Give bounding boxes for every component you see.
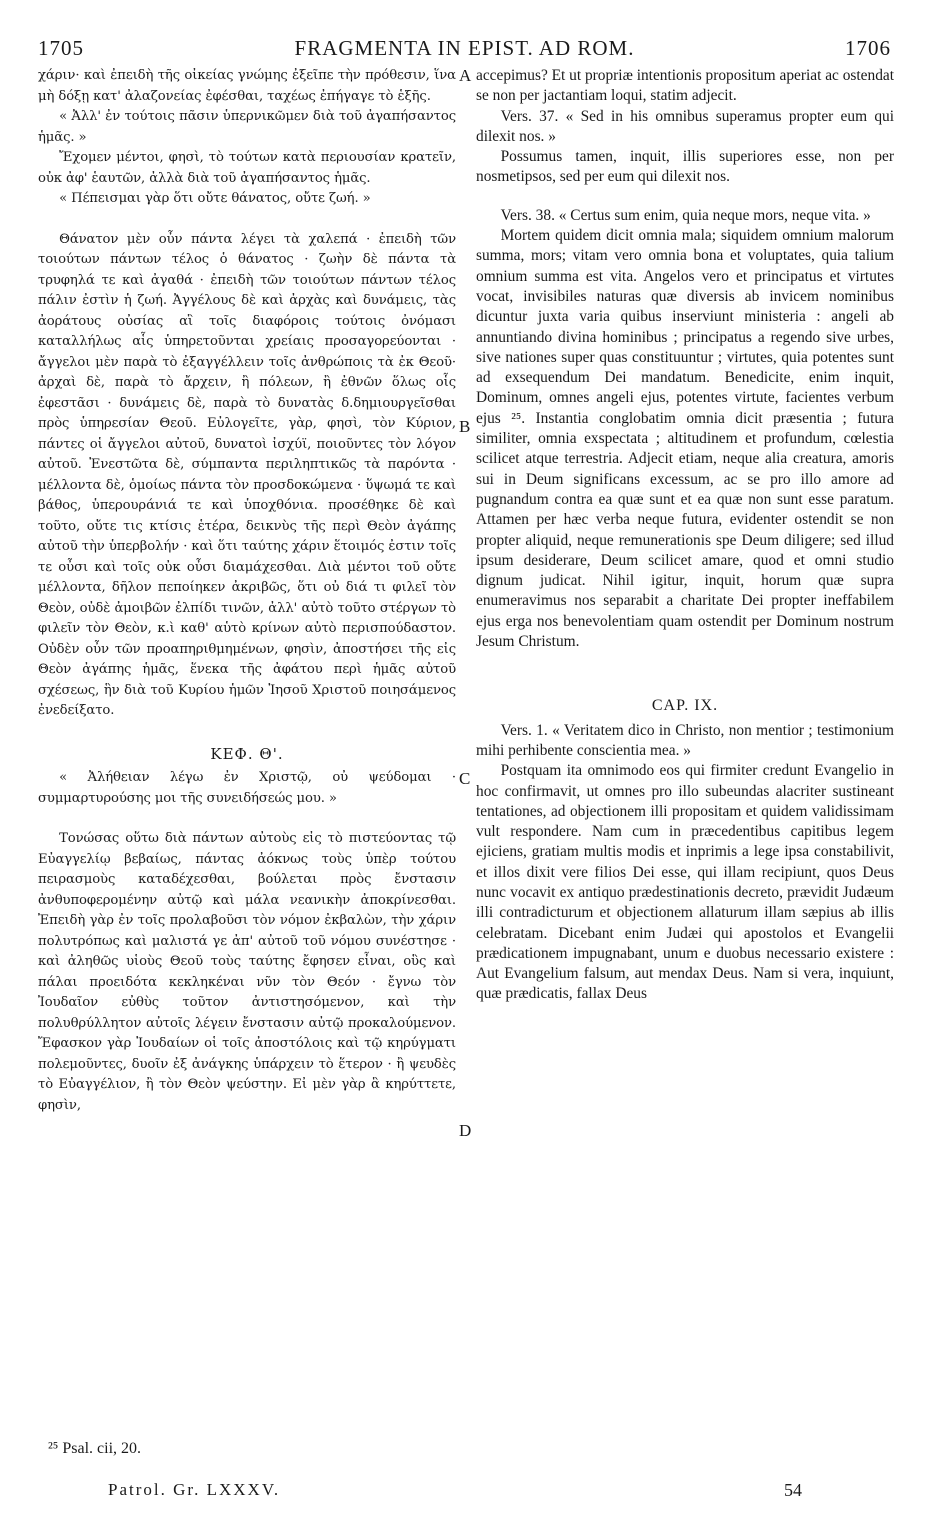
latin-para-5: Mortem quidem dicit omnia mala; siquidem omnium malorum summa, mors; vitam vero omnia bona et voluptates, quia talium omnium summa est vita. Angelos vero et principatus et virtutes vocat, invisibiles naturas quæ diversis ab invicem nominibus dicuntur juxta varia quibus inserviunt ministeria : angeli ab annuntiando divina hominibus ; principatus a regendo sive urbes, sive nationes super quas constituuntur ; virtutes, quia potentes sunt ad exsequendum Dei mandatum. Benedicite, enim inquit, Dominum, omnes angeli ejus, potentes virtute, facientes verbum ejus ²⁵. Instantia conglobatim omnia dicit præsentia ; futura similiter, omnia exspectata ; altitudinem et profundum, cœlestia scilicet atque terrestria. Adjecit etiam, neque alia creatura, amoris sui in Deum significans excessum, ac se pro illo amore ad pugnandum contra ea quæ sunt et ea quæ non sunt esse paratum. Attamen per hæc verba neque futura, evidenter ostendit se non propter aliquid, neque remunerationis spe Deum diligere; sed illud ipsum desiderare, Deum scilicet amare, quod et omni studio dignum judicat. Nihil igitur, inquit, horum quæ supra enumeravimus nos separabit a charitate Dei propter ineffabilem ejus erga nos benevolentiam quam ostendit per Dominum nostrum Jesum Christum. [476, 227, 894, 651]
greek-para-5: Θάνατον μὲν οὖν πάντα λέγει τὰ χαλεπά · ἐπειδὴ τῶν τοιούτων πάντων τέλος ὁ θάνατος · ζωὴν δὲ πάντα τὰ τρυφηλά τε καὶ ἀγαθά · ἐπειδὴ τῶν τοιούτων πάντων τέλος πάλιν ἐστὶν ἡ ζωή. Ἀγγέλους δὲ καὶ ἀρχὰς καὶ δυνάμεις, τὰς ἀοράτους οὐσίας αἳ τοῖς διαφόροις τούτοις ὀνόμασι καταλλήλως αἷς ὑπηρετοῦνται χρείαις προσαγορεύονται · ἄγγελοι μὲν παρὰ τὸ ἐξαγγέλλειν τοῖς ἀνθρώποις τὰ ἐκ Θεοῦ· ἀρχαὶ δὲ, παρὰ τὸ ἄρχειν, ἢ πόλεων, ἢ ἐθνῶν ὅλως οἷς ἐφεστᾶσι · δυνάμεις δὲ, παρὰ τὸ δυνατὰς δ.δημιουργεῖσθαι πρὸς ὑπηρεσίαν Θεοῦ. Εὐλογεῖτε, γὰρ, φησὶ, τὸν Κύριον, πάντες οἱ ἄγγελοι αὐτοῦ, δυνατοὶ ἰσχύϊ, ποιοῦντες τὸν λόγον αὐτοῦ. Ἐνεστῶτα δὲ, σύμπαντα περιληπτικῶς τὰ παρόντα · μέλλοντα δὲ, ὁμοίως πάντα τὸν προσδοκώμενα · ὕψωμά τε καὶ βάθος, ὑπερουράνιά τε καὶ ὑποχθόνια. προσέθηκε δὲ καὶ τοῦτο, οὔτε τις κτίσις ἑτέρα, δεικνὺς τῆς περὶ Θεὸν ἀγάπης αὐτοῦ τὴν ὑπερβολήν · καὶ ὅτι ταύτης χάριν ἕτοιμός ἐστιν τοῖς τε οὖσι καὶ τοῖς οὐκ οὖσι διαμάχεσθαι. Διὰ μέντοι τοῦ οὔτε μέλλοντα, δῆλον πεποίηκεν ἀκριβῶς, ὅτι οὐ διά τι φιλεῖ τὸν Θεὸν, οὐδὲ ἀμοιβῶν ἐλπίδι τινῶν, ἀλλ' αὐτὸ τοῦτο στέργων τὸ φιλεῖν τὸν Θεὸν, κ.ὶ καθ' αὑτὸ κρίνων αὐτὸ περισπούδαστον. Οὐδὲν οὖν τῶν προαπηριθμημένων, φησὶν, ἀποστήσει τῆς εἰς Θεὸν ἀγάπης ἡμᾶς, ἕνεκα τῆς ἀφάτου περὶ ἡμᾶς αὐτοῦ σχέσεως, ἣν διὰ τοῦ Κυρίου ἡμῶν Ἰησοῦ Χριστοῦ ποιησάμενος ἐνεδείξατο. [38, 231, 456, 718]
latin-chapter-heading: CAP. IX. [651, 697, 719, 715]
latin-para-2: Vers. 37. « Sed in his omnibus superamus propter eum qui dilexit nos. » [476, 107, 894, 145]
running-title: FRAGMENTA IN EPIST. AD ROM. [294, 36, 635, 60]
margin-letter-c: C [459, 769, 471, 788]
latin-para-3: Possumus tamen, inquit, illis superiores esse, non per nosmetipsos, sed per eum qui dilexit nos. [476, 148, 894, 186]
greek-para-6: « Ἀλήθειαν λέγω ἐν Χριστῷ, οὐ ψεύδομαι · συμμαρτυρούσης μοι τῆς συνειδήσεώς μου. » [38, 770, 456, 806]
margin-letter-a: A [459, 66, 472, 85]
greek-para-4: « Πέπεισμαι γὰρ ὅτι οὔτε θάνατος, οὔτε ζωή. » [59, 191, 371, 206]
left-page-number: 1705 [38, 36, 84, 60]
margin-letter-b: B [459, 417, 471, 436]
latin-column [476, 66, 894, 1005]
signature-mark: Patrol. Gr. LXXXV. [108, 1480, 281, 1499]
gathering-number: 54 [784, 1480, 802, 1500]
margin-letter-d: D [459, 1121, 472, 1140]
latin-para-4: Vers. 38. « Certus sum enim, quia neque mors, neque vita. » [500, 206, 871, 224]
latin-para-7: Postquam ita omnimodo eos qui firmiter credunt Evangelio in hoc confirmavit, ut omnes pro illo subeundas alacriter sustineant tentationes, ad objectionem illi propositam et quidem validissimam vult respondere. Nam cum in præcedentibus capitibus legem ejiciens, gratiam multis modis et inprimis a lege ipsa constabilivit, et illos dixit vere filios Dei esse, qui illam recipiunt, quos Deus nunc vocavit ex antiquo prædestinationis decreto, prævidit Judæum illi contradicturum et objectionem allaturum illam sæpius ab illis celebratam. Dicebant enim Judæi qui apostolos et Evangelii prædicationem impugnabant, unum e duobus necessario existere : Aut Evangelium falsum, aut mendax Deus. Nam si vera, inquiunt, quæ prædicatis, fallax Deus [476, 762, 894, 1003]
greek-para-3: Ἔχομεν μέντοι, φησὶ, τὸ τούτων κατὰ περιουσίαν κρατεῖν, οὐκ ἀφ' ἑαυτῶν, ἀλλὰ διὰ τοῦ ἀγαπήσαντος ἡμᾶς. [38, 150, 456, 186]
latin-para-1: accepimus? Et ut propriæ intentionis propositum aperiat ac ostendat se non per jactantiam loqui, statim adjecit. [476, 67, 895, 105]
running-header [38, 36, 891, 62]
right-page-number: 1706 [845, 36, 891, 60]
greek-para-2: « Ἀλλ' ἐν τούτοις πᾶσιν ὑπερνικῶμεν διὰ τοῦ ἀγαπήσαντος ἡμᾶς. » [38, 109, 456, 145]
footnote: ²⁵ Psal. cii, 20. [48, 1440, 142, 1457]
greek-para-7: Τονώσας οὕτω διὰ πάντων αὐτοὺς εἰς τὸ πιστεύοντας τῷ Εὐαγγελίῳ βεβαίως, πάντας ἀόκνως τοὺς ὑπὲρ τούτου πειρασμοὺς καταδέχεσθαι, βούλεται πρὸς ἔνστασιν ἀνθυποφερομένην αὐτῷ καὶ μάλα νεανικὴν ἀποκρίνεσθαι. Ἐπειδὴ γὰρ ἐν τοῖς προλαβοῦσι τὸν νόμον ἐκβαλὼν, τὴν χάριν πολυτρόπως καὶ μαλιστά γε ἀπ' αὐτοῦ τοῦ νόμου συνέστησε · καὶ ἀληθῶς υἱοὺς Θεοῦ τοὺς ταύτης ἔφησεν εἶναι, οὓς καὶ πάλαι προειδότα κεκληκέναι νῦν τὸν Θεόν · ἔγνω τὸν Ἰουδαῖον εὐθὺς τοῦτον ἀντιστησόμενον, καὶ τὴν πολυθρύλλητον αὐτοῖς λέγειν ἔνστασιν αὐτῷ προκαλούμενον. Ἔφασκον γὰρ Ἰουδαίων οἱ τοῖς ἀποστόλοις καὶ τῷ κηρύγματι πολεμοῦντες, δυοῖν ἐξ ἀνάγκης ὑπάρχειν τὸ ἕτερον · ἢ ψευδὲς τὸ Εὐαγγέλιον, ἢ τὸν Θεὸν ψεύστην. Εἰ μὲν γὰρ ἃ κηρύττετε, φησὶν, [38, 831, 456, 1113]
greek-chapter-heading: ΚΕΦ. Θ'. [210, 744, 284, 763]
greek-para-1: χάριν· καὶ ἐπειδὴ τῆς οἰκείας γνώμης ἐξεῖπε τὴν πρόθεσιν, ἵνα μὴ δόξῃ κατ' ἀλαζονείας ἐφέσθαι, ταχέως ἐπήγαγε τὸ ἑξῆς. [38, 68, 456, 104]
latin-para-6: Vers. 1. « Veritatem dico in Christo, non mentior ; testimonium mihi perhibente conscientia mea. » [476, 721, 894, 759]
greek-column [38, 66, 456, 1116]
